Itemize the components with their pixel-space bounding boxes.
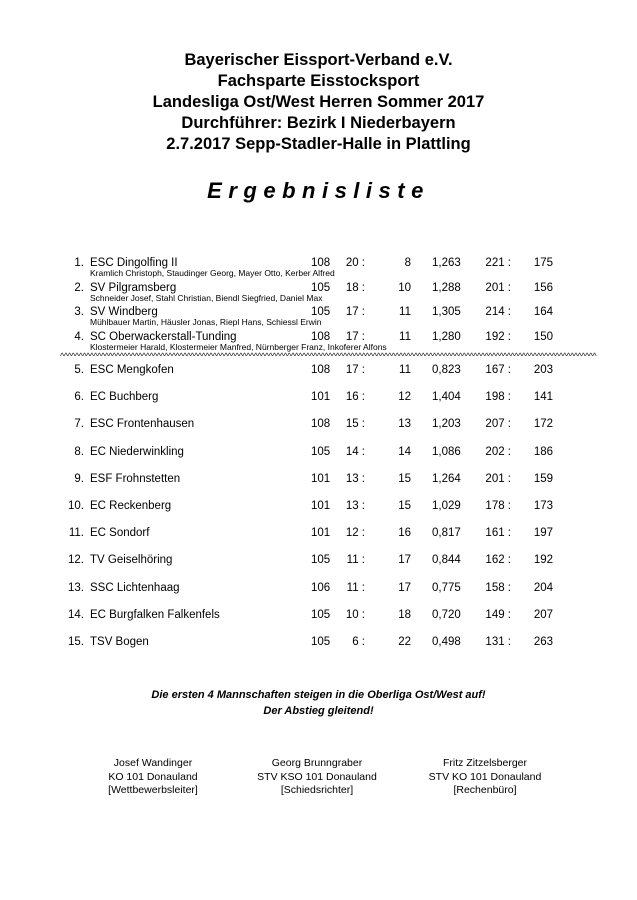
document-header <box>0 50 637 155</box>
signature-referee <box>237 757 397 798</box>
signature-computing-office <box>405 757 565 798</box>
signature-name: Georg Brunngraber <box>271 757 363 769</box>
rank-cell: 6. <box>74 391 84 404</box>
games-count: 105 <box>311 608 331 621</box>
points-minus: 18 <box>398 608 411 621</box>
games-count: 101 <box>311 527 331 540</box>
team-name: EC Sondorf <box>90 527 150 540</box>
promotion-note: Die ersten 4 Mannschaften steigen in die Oberliga Ost/West auf! <box>151 689 486 701</box>
signature-competition-manager <box>73 757 233 798</box>
quotient-value: 1,288 <box>432 281 461 294</box>
points-plus: 13 : <box>345 500 365 512</box>
stock-plus: 202 : <box>485 445 511 458</box>
games-count: 101 <box>311 391 331 404</box>
points-plus: 11 : <box>346 554 365 567</box>
stock-plus: 201 : <box>485 281 511 294</box>
signature-club: STV KSO 101 Donauland <box>257 770 377 783</box>
points-minus: 17 <box>398 554 411 567</box>
points-minus: 13 <box>398 418 411 431</box>
points-minus: 17 <box>398 581 411 594</box>
table-row <box>0 362 637 378</box>
quotient-value: 1,280 <box>432 330 461 343</box>
player-list: Mühlbauer Martin, Häusler Jonas, Riepl Hans, Schiessl Erwin <box>90 317 322 327</box>
points-plus: 11 : <box>346 581 365 594</box>
points-minus: 11 <box>399 364 411 376</box>
team-name: ESC Mengkofen <box>90 364 174 376</box>
stock-plus: 214 : <box>485 306 511 318</box>
points-plus: 16 : <box>345 391 365 404</box>
rank-cell: 5. <box>74 364 84 376</box>
points-minus: 15 <box>398 472 411 485</box>
stock-plus: 192 : <box>485 330 511 343</box>
stock-minus: 175 <box>533 257 553 269</box>
rank-cell: 13. <box>68 581 84 594</box>
table-row <box>0 525 637 541</box>
points-minus: 22 <box>398 636 411 648</box>
points-plus: 14 : <box>345 445 365 458</box>
stock-plus: 161 : <box>485 527 511 540</box>
table-row <box>0 389 637 405</box>
points-plus: 17 : <box>345 364 365 376</box>
points-plus: 6 : <box>352 636 365 648</box>
footer-notes <box>0 687 637 719</box>
signature-name: Josef Wandinger <box>113 757 193 769</box>
rank-cell: 7. <box>74 418 84 431</box>
rank-cell: 1. <box>74 257 84 269</box>
signature-name: Fritz Zitzelsberger <box>442 757 527 769</box>
stock-minus: 197 <box>533 527 553 540</box>
quotient-value: 1,029 <box>432 500 461 512</box>
stock-plus: 149 : <box>485 608 511 621</box>
rank-cell: 10. <box>68 500 84 512</box>
team-name: ESC Frontenhausen <box>90 418 195 431</box>
points-plus: 13 : <box>345 472 365 485</box>
games-count: 108 <box>311 330 331 343</box>
points-minus: 16 <box>398 527 411 540</box>
points-minus: 15 <box>398 500 411 512</box>
team-name: SV Windberg <box>90 306 158 318</box>
points-minus: 8 <box>404 257 411 269</box>
table-row <box>0 607 637 623</box>
stock-minus: 156 <box>533 281 553 294</box>
team-name: EC Niederwinkling <box>90 445 184 458</box>
games-count: 108 <box>311 418 331 431</box>
rank-cell: 8. <box>74 445 84 458</box>
rank-cell: 14. <box>68 608 84 621</box>
stock-minus: 207 <box>533 608 553 621</box>
table-row <box>0 552 637 568</box>
games-count: 108 <box>311 364 331 376</box>
stock-plus: 178 : <box>485 500 511 512</box>
quotient-value: 1,263 <box>432 257 461 269</box>
relegation-note: Der Abstieg gleitend! <box>263 705 374 717</box>
stock-minus: 186 <box>533 445 553 458</box>
games-count: 101 <box>311 500 331 512</box>
team-name: EC Burgfalken Falkenfels <box>90 608 220 621</box>
promotion-separator: ^^^^^^^^^^^^^^^^^^^^^^^^^^^^^^^^^^^^^^^^^^^^^^^^^^^^^^^^^^^^^^^^^^^^^^^^^^^^^^^^^^^^^^^^^^^^^^^^^^^^^^^^^^^^^^^^^^^^^^^^^^^^^^^^^^^^^^^^^^^^^^^^ <box>60 351 597 361</box>
signature-role: [Wettbewerbsleiter] <box>108 784 198 796</box>
quotient-value: 1,305 <box>432 306 461 318</box>
stock-plus: 221 : <box>485 257 511 269</box>
signature-role: [Rechenbüro] <box>453 784 517 796</box>
team-name: SSC Lichtenhaag <box>90 581 180 594</box>
header-line-organizer: Durchführer: Bezirk I Niederbayern <box>181 114 456 132</box>
rank-cell: 12. <box>68 554 84 567</box>
rank-cell: 9. <box>74 472 84 485</box>
points-minus: 10 <box>398 281 411 294</box>
signature-club: KO 101 Donauland <box>108 770 198 783</box>
page-title: Ergebnisliste <box>207 178 430 203</box>
team-name: ESF Frohnstetten <box>90 472 181 485</box>
stock-minus: 172 <box>533 418 553 431</box>
points-plus: 17 : <box>345 306 365 318</box>
games-count: 105 <box>311 445 331 458</box>
points-minus: 12 <box>398 391 411 404</box>
table-row <box>0 498 637 514</box>
header-line-date-venue: 2.7.2017 Sepp-Stadler-Halle in Plattling <box>166 135 471 153</box>
team-name: SV Pilgramsberg <box>90 281 177 294</box>
team-name: EC Buchberg <box>90 391 159 404</box>
stock-minus: 159 <box>533 472 553 485</box>
rank-cell: 2. <box>74 281 84 294</box>
points-plus: 17 : <box>345 330 365 343</box>
player-list: Schneider Josef, Stahl Christian, Biendl Siegfried, Daniel Max <box>90 292 323 303</box>
team-name: EC Reckenberg <box>90 500 172 512</box>
stock-minus: 164 <box>533 306 553 318</box>
stock-minus: 203 <box>533 364 553 376</box>
header-line-league: Landesliga Ost/West Herren Sommer 2017 <box>152 93 485 111</box>
team-name: SC Oberwackerstall-Tunding <box>90 330 237 343</box>
points-minus: 11 <box>399 306 411 318</box>
points-plus: 10 : <box>345 608 365 621</box>
table-row <box>0 471 637 487</box>
team-name: TV Geiselhöring <box>90 554 173 567</box>
stock-plus: 162 : <box>485 554 511 567</box>
stock-minus: 141 <box>533 391 553 404</box>
stock-plus: 207 : <box>485 418 511 431</box>
stock-plus: 201 : <box>485 472 511 485</box>
quotient-value: 0,775 <box>432 581 461 594</box>
quotient-value: 1,404 <box>432 391 461 404</box>
rank-cell: 4. <box>74 330 84 343</box>
player-list: Klostermeier Harald, Klostermeier Manfred, Nürnberger Franz, Inkoferer Alfons <box>90 341 387 352</box>
signature-role: [Schiedsrichter] <box>280 784 354 796</box>
table-row <box>0 580 637 596</box>
stock-plus: 158 : <box>485 581 511 594</box>
points-plus: 15 : <box>345 418 365 431</box>
games-count: 108 <box>311 257 331 269</box>
games-count: 105 <box>311 306 331 318</box>
stock-plus: 131 : <box>485 636 511 648</box>
quotient-value: 1,086 <box>432 445 461 458</box>
games-count: 105 <box>311 281 331 294</box>
stock-plus: 198 : <box>485 391 511 404</box>
table-row <box>0 634 637 650</box>
games-count: 106 <box>311 581 331 594</box>
points-minus: 14 <box>398 445 411 458</box>
stock-minus: 150 <box>533 330 553 343</box>
stock-minus: 173 <box>533 500 553 512</box>
points-plus: 20 : <box>345 257 365 269</box>
table-row <box>0 444 637 460</box>
table-row <box>0 416 637 432</box>
quotient-value: 1,264 <box>432 472 461 485</box>
signature-club: STV KO 101 Donauland <box>428 770 542 783</box>
header-line-division: Fachsparte Eisstocksport <box>217 72 420 90</box>
quotient-value: 0,720 <box>432 608 461 621</box>
rank-cell: 11. <box>68 527 84 540</box>
stock-minus: 263 <box>533 636 553 648</box>
quotient-value: 0,844 <box>432 554 461 567</box>
stock-minus: 204 <box>533 581 553 594</box>
stock-plus: 167 : <box>485 364 511 376</box>
rank-cell: 15. <box>68 636 84 648</box>
games-count: 105 <box>311 554 331 567</box>
team-name: TSV Bogen <box>90 636 149 648</box>
rank-cell: 3. <box>74 306 84 318</box>
points-plus: 12 : <box>345 527 365 540</box>
player-list: Kramlich Christoph, Staudinger Georg, Mayer Otto, Kerber Alfred <box>90 268 335 278</box>
quotient-value: 1,203 <box>432 418 461 431</box>
quotient-value: 0,498 <box>432 636 461 648</box>
games-count: 105 <box>311 636 331 648</box>
quotient-value: 0,823 <box>432 364 461 376</box>
header-line-federation: Bayerischer Eissport-Verband e.V. <box>184 51 453 69</box>
team-name: ESC Dingolfing II <box>90 257 178 269</box>
quotient-value: 0,817 <box>432 527 461 540</box>
points-plus: 18 : <box>345 281 365 294</box>
points-minus: 11 <box>399 330 411 343</box>
games-count: 101 <box>311 472 331 485</box>
stock-minus: 192 <box>533 554 553 567</box>
